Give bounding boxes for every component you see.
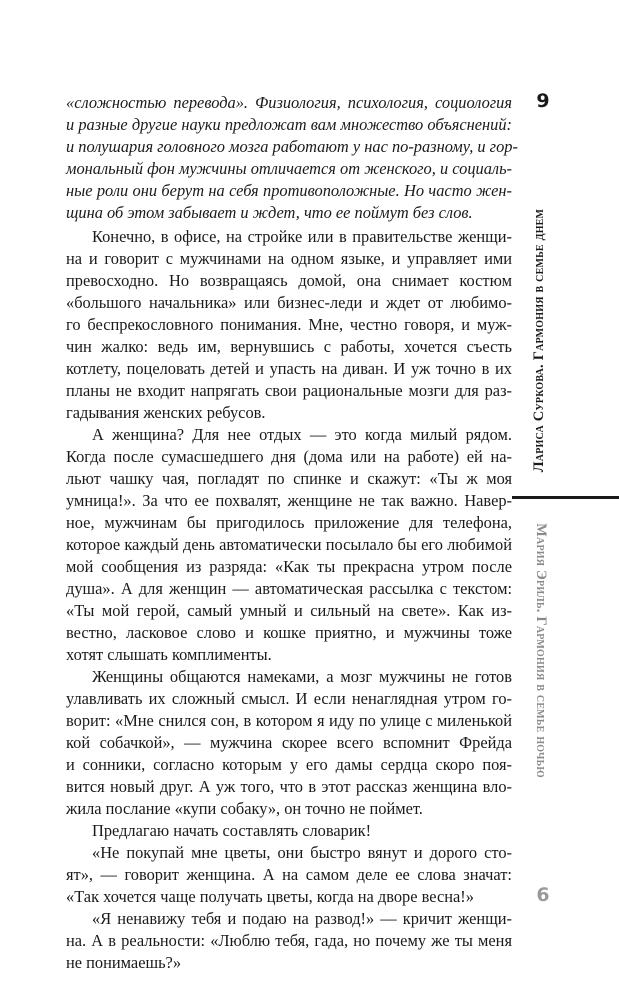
text-line: А женщина? Для нее отдых — это когда милый рядом. bbox=[92, 425, 512, 444]
page-number: 9 bbox=[536, 90, 550, 112]
running-head-other-book-text: Мария Эриль. Гармония в семье ночью bbox=[532, 522, 549, 778]
text-line: гадывания женских ребусов. bbox=[66, 403, 266, 422]
text-line: «Ты мой герой, самый умный и сильный на свете». Как из- bbox=[66, 601, 512, 620]
text-line: «Я ненавижу тебя и подаю на развод!» — кричит женщи- bbox=[92, 909, 512, 928]
paragraph-flowers bbox=[66, 842, 512, 908]
text-line: ят», — говорит женщина. А на самом деле ее слова значат: bbox=[66, 865, 512, 884]
text-line: хотят слышать комплименты. bbox=[66, 645, 272, 664]
text-line: не понимаешь?» bbox=[66, 953, 182, 972]
text-line: Предлагаю начать составлять словарик! bbox=[92, 821, 372, 840]
text-line: кой собачкой», — мужчина скорее всего вспомнит Фрейда bbox=[66, 733, 512, 752]
paragraph-divorce bbox=[66, 908, 512, 974]
text-line: щина об этом забывает и ждет, что ее поймут без слов. bbox=[66, 203, 473, 222]
text-line: планы не входит напрягать свои рациональные мозги для раз- bbox=[66, 381, 512, 400]
paragraph-office bbox=[66, 226, 512, 424]
text-line: ное, мужчинам бы пригодилось приложение для телефона, bbox=[66, 513, 512, 532]
text-line: вится новый друг. А уж того, что в этот рассказ женщина вло- bbox=[66, 777, 512, 796]
paragraph-dictionary bbox=[66, 820, 512, 842]
running-head-current-book-text: Лариса Суркова. Гармония в семье днем bbox=[531, 208, 548, 472]
text-line: которое каждый день автоматически посылало бы его любимой bbox=[66, 535, 512, 554]
text-line: и разные другие науки предложат вам множество объяснений: bbox=[66, 115, 512, 134]
text-line: ные роли они берут на себя противоположные. Но часто жен- bbox=[66, 181, 512, 200]
text-line: умница!». За что ее похвалят, женщине не так важно. Навер- bbox=[66, 491, 512, 510]
text-line: ворит: «Мне снился сон, в котором я иду по улице с миленькой bbox=[66, 711, 512, 730]
text-line: на и говорит с мужчинами на одном языке, и управляет ими bbox=[66, 249, 512, 268]
text-line: Конечно, в офисе, на стройке или в правительстве женщи- bbox=[92, 227, 512, 246]
text-line: Женщины общаются намеками, а мозг мужчины не готов bbox=[92, 667, 512, 686]
text-line: мой сообщения из разряда: «Как ты прекрасна утром после bbox=[66, 557, 512, 576]
text-line: жила послание «купи собаку», он точно не поймет. bbox=[66, 799, 423, 818]
text-line: улавливать их сложный смысл. И если ненаглядная утром го- bbox=[66, 689, 512, 708]
text-line: «Так хочется чаще получать цветы, когда на дворе весна!» bbox=[66, 887, 474, 906]
text-line: чин жалко: ведь им, вернувшись с работы, хочется съесть bbox=[66, 337, 512, 356]
other-page-number: 6 bbox=[536, 884, 550, 906]
text-line: «сложностью перевода». Физиология, психология, социология bbox=[66, 93, 512, 112]
running-head-current-book bbox=[530, 190, 550, 490]
section-divider bbox=[512, 496, 619, 499]
text-line: «Не покупай мне цветы, они быстро вянут и дорого сто- bbox=[92, 843, 512, 862]
body-text bbox=[66, 92, 518, 974]
paragraph-intro bbox=[66, 92, 518, 224]
paragraph-hints bbox=[66, 666, 512, 820]
text-line: душа». А для женщин — автоматическая рассылка с текстом: bbox=[66, 579, 512, 598]
text-line: льют чашку чая, погладят по спинке и скажут: «Ты ж моя bbox=[66, 469, 512, 488]
text-line: превосходно. Но возвращаясь домой, она снимает костюм bbox=[66, 271, 512, 290]
text-line: вестно, ласковое слово и кошке приятно, и мужчины тоже bbox=[66, 623, 512, 642]
text-line: мональный фон мужчины отличается от женского, и социаль- bbox=[66, 159, 512, 178]
text-line: и полушария головного мозга работают у нас по-разному, и гор- bbox=[66, 137, 518, 156]
text-line: на. А в реальности: «Люблю тебя, гада, но почему же ты меня bbox=[66, 931, 512, 950]
paragraph-woman-rest bbox=[66, 424, 512, 666]
running-head-other-book bbox=[530, 510, 550, 790]
text-line: го беспрекословного понимания. Мне, честно говоря, и муж- bbox=[66, 315, 512, 334]
text-line: Когда после сумасшедшего дня (дома или на работе) ей на- bbox=[66, 447, 512, 466]
text-line: «большого начальника» или бизнес-леди и ждет от любимо- bbox=[66, 293, 512, 312]
text-line: и сонники, согласно которым у его дамы сердца скоро поя- bbox=[66, 755, 512, 774]
text-line: котлету, поцеловать детей и упасть на диван. И уж точно в их bbox=[66, 359, 512, 378]
